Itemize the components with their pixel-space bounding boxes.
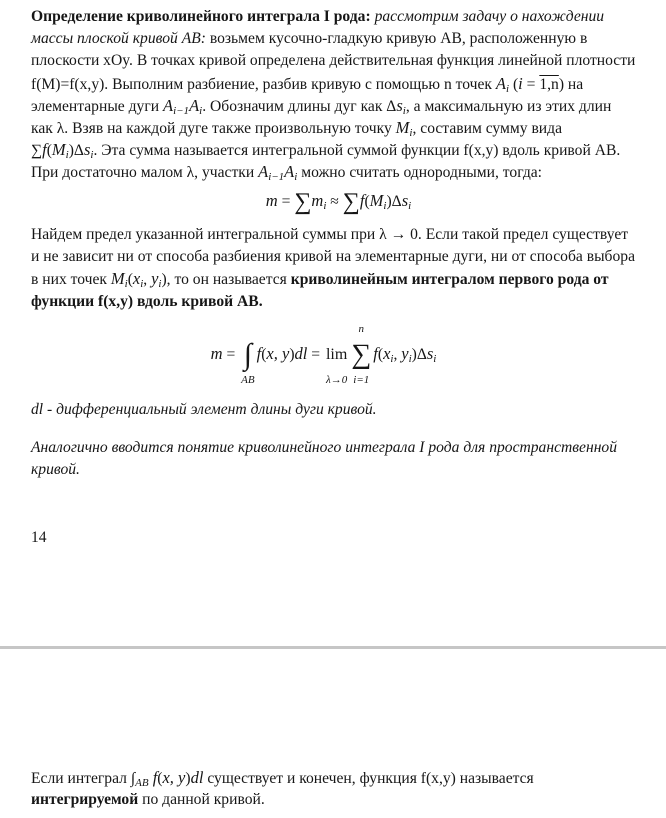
spatial-curve-note: [31, 437, 646, 481]
text-segment: =: [307, 346, 324, 363]
text-line: [31, 399, 646, 421]
math-segment: ∑: [294, 189, 312, 215]
text-segment: криволинейным интегралом первого рода от: [290, 271, 609, 289]
text-segment: Если интеграл ∫: [31, 770, 136, 787]
text-line: [31, 459, 646, 481]
math-segment: M: [369, 191, 384, 210]
text-segment: ): [185, 770, 191, 787]
limit-operator: [326, 323, 347, 387]
math-segment: i: [390, 353, 394, 365]
math-segment: f: [42, 140, 47, 160]
text-segment: рассмотрим задачу о нахождении: [374, 8, 605, 25]
text-segment: возьмем кусочно-гладкую кривую АВ, расположенную в: [205, 30, 588, 48]
limit-paragraph: [31, 224, 646, 313]
math-segment: i: [518, 73, 523, 93]
text-segment: f(M)=f(x,y). Выполним разбиение, разбив кривую с помощью n точек: [31, 75, 496, 93]
stack-bot: i=1: [353, 374, 370, 387]
math-segment: A: [258, 162, 269, 182]
math-segment: x: [132, 269, 141, 289]
text-line: [31, 268, 646, 290]
stack-big: ∑: [351, 339, 372, 371]
math-segment: f: [373, 344, 378, 363]
math-segment: y: [401, 344, 409, 363]
math-segment: i: [140, 278, 144, 291]
math-segment: i−1: [268, 171, 285, 184]
math-segment: M: [51, 140, 66, 160]
sum-symbol: [351, 323, 371, 387]
text-segment: . Обозначим длины дуг как Δ: [202, 97, 397, 115]
text-segment: )Δ: [68, 142, 84, 160]
definition-paragraph: [31, 6, 646, 184]
stack-big: lim: [325, 346, 348, 364]
text-segment: по данной кривой.: [138, 791, 265, 809]
text-segment: =: [522, 75, 540, 93]
stack-big: ∫: [243, 338, 252, 372]
text-line: [31, 28, 646, 50]
math-segment: m: [311, 191, 324, 210]
math-segment: A: [189, 95, 200, 115]
text-line: [31, 161, 646, 183]
math-segment: x, y: [162, 768, 186, 787]
text-line: [31, 139, 646, 161]
math-segment: x: [383, 344, 391, 363]
math-segment: f: [148, 768, 158, 787]
text-line: [31, 6, 646, 28]
text-segment: Аналогично вводится понятие криволинейного интеграла I рода для пространственной: [31, 439, 618, 456]
math-segment: s: [426, 344, 434, 363]
math-segment: s: [83, 140, 91, 160]
text-segment: существует и конечен, функция f(x,y) называется: [203, 770, 534, 787]
integral-symbol: [241, 323, 254, 387]
math-segment: i: [158, 278, 162, 291]
text-segment: При достаточно малом λ, участки: [31, 164, 259, 182]
text-segment: (: [364, 193, 370, 210]
text-segment: =: [277, 193, 295, 210]
math-segment: 1,n: [539, 75, 559, 93]
text-segment: Найдем предел указанной интегральной суммы при λ → 0. Если такой предел существует: [31, 226, 629, 243]
text-segment: ≈: [326, 193, 343, 210]
math-segment: x, y: [266, 344, 290, 363]
math-segment: i: [408, 200, 412, 212]
text-segment: ∑: [31, 142, 43, 160]
text-line: [31, 224, 646, 246]
text-segment: элементарные дуги: [31, 97, 163, 115]
text-segment: ): [289, 346, 295, 363]
text-segment: )Δ: [411, 346, 427, 363]
formula-mass-sum: [31, 186, 646, 216]
math-segment: s: [401, 191, 409, 210]
text-segment: интегрируемой: [31, 791, 139, 809]
math-segment: i: [90, 149, 94, 162]
math-segment: i: [294, 171, 298, 184]
dl-note: [31, 399, 646, 421]
math-segment: dl: [294, 344, 308, 363]
math-segment: i: [199, 104, 203, 117]
text-segment: (: [509, 75, 519, 93]
text-segment: . Эта сумма называется интегральной суммой функции f(x,y) вдоль кривой АВ.: [93, 142, 621, 160]
math-segment: A: [284, 162, 295, 182]
text-segment: можно считать однородными, тогда:: [297, 164, 543, 182]
text-line: [31, 95, 646, 117]
text-segment: )Δ: [386, 193, 402, 210]
math-segment: i: [505, 82, 510, 95]
text-segment: кривой.: [31, 461, 80, 479]
text-segment: (: [46, 142, 52, 160]
math-segment: i: [409, 126, 413, 139]
math-segment: f: [256, 344, 262, 363]
integrable-paragraph: [31, 767, 646, 811]
text-segment: (: [377, 346, 384, 363]
math-segment: i: [124, 278, 128, 291]
text-line: [31, 789, 646, 811]
page-divider: [0, 646, 666, 649]
text-segment: (: [157, 770, 163, 787]
text-segment: плоскости xOy. В точках кривой определена действительная функция линейной плотности: [31, 52, 636, 70]
math-segment: i: [433, 353, 437, 365]
math-segment: y: [151, 269, 159, 289]
math-segment: i: [402, 104, 406, 117]
text-segment: ), то он называется: [161, 271, 291, 289]
math-segment: i: [408, 353, 412, 365]
text-line: [31, 437, 646, 459]
text-segment: ) на: [558, 75, 584, 93]
text-segment: Определение криволинейного интеграла I рода:: [31, 8, 371, 25]
text-line: [31, 767, 646, 789]
math-segment: A: [162, 95, 174, 115]
text-line: [31, 186, 646, 216]
stack-bot: AB: [241, 374, 255, 387]
math-segment: ∑: [342, 189, 360, 215]
text-segment: массы плоской кривой АВ:: [31, 30, 206, 48]
text-line: [31, 50, 646, 72]
math-segment: i−1: [173, 104, 190, 117]
text-line: [31, 246, 646, 268]
text-segment: функции f(x,y) вдоль кривой АВ.: [31, 292, 263, 310]
text-line: [31, 117, 646, 139]
math-segment: m: [265, 191, 278, 210]
math-segment: M: [395, 117, 410, 137]
text-segment: ,: [393, 346, 402, 363]
math-segment: M: [110, 269, 125, 289]
text-segment: ,: [143, 271, 152, 289]
text-line: [31, 73, 646, 95]
math-segment: f: [359, 191, 365, 210]
text-segment: (: [127, 271, 133, 289]
math-segment: i: [65, 149, 69, 162]
stack-top: n: [358, 323, 365, 336]
page-number: 14: [31, 529, 47, 546]
text-segment: =: [222, 346, 240, 363]
text-segment: (: [261, 346, 267, 363]
text-line: [31, 318, 646, 390]
text-segment: , а максимальную из этих длин: [405, 97, 612, 115]
text-line: [31, 291, 646, 313]
text-segment: dl - дифференциальный элемент длины дуги кривой.: [31, 401, 377, 418]
math-segment: i: [383, 200, 387, 212]
formula-line-integral: [31, 318, 646, 390]
text-segment: в них точек: [31, 271, 111, 289]
text-segment: как λ. Взяв на каждой дуге также произвольную точку: [31, 119, 396, 137]
math-segment: s: [396, 95, 403, 115]
math-segment: m: [210, 344, 223, 363]
math-segment: AB: [135, 777, 149, 789]
text-segment: , составим сумму вида: [412, 119, 563, 137]
math-segment: A: [495, 73, 506, 93]
math-segment: i: [323, 200, 327, 212]
text-segment: и не зависит ни от способа разбиения кривой на элементарные дуги, ни от способа выбора: [31, 248, 635, 266]
math-segment: dl: [190, 768, 204, 787]
stack-bot: λ→0: [325, 374, 348, 387]
